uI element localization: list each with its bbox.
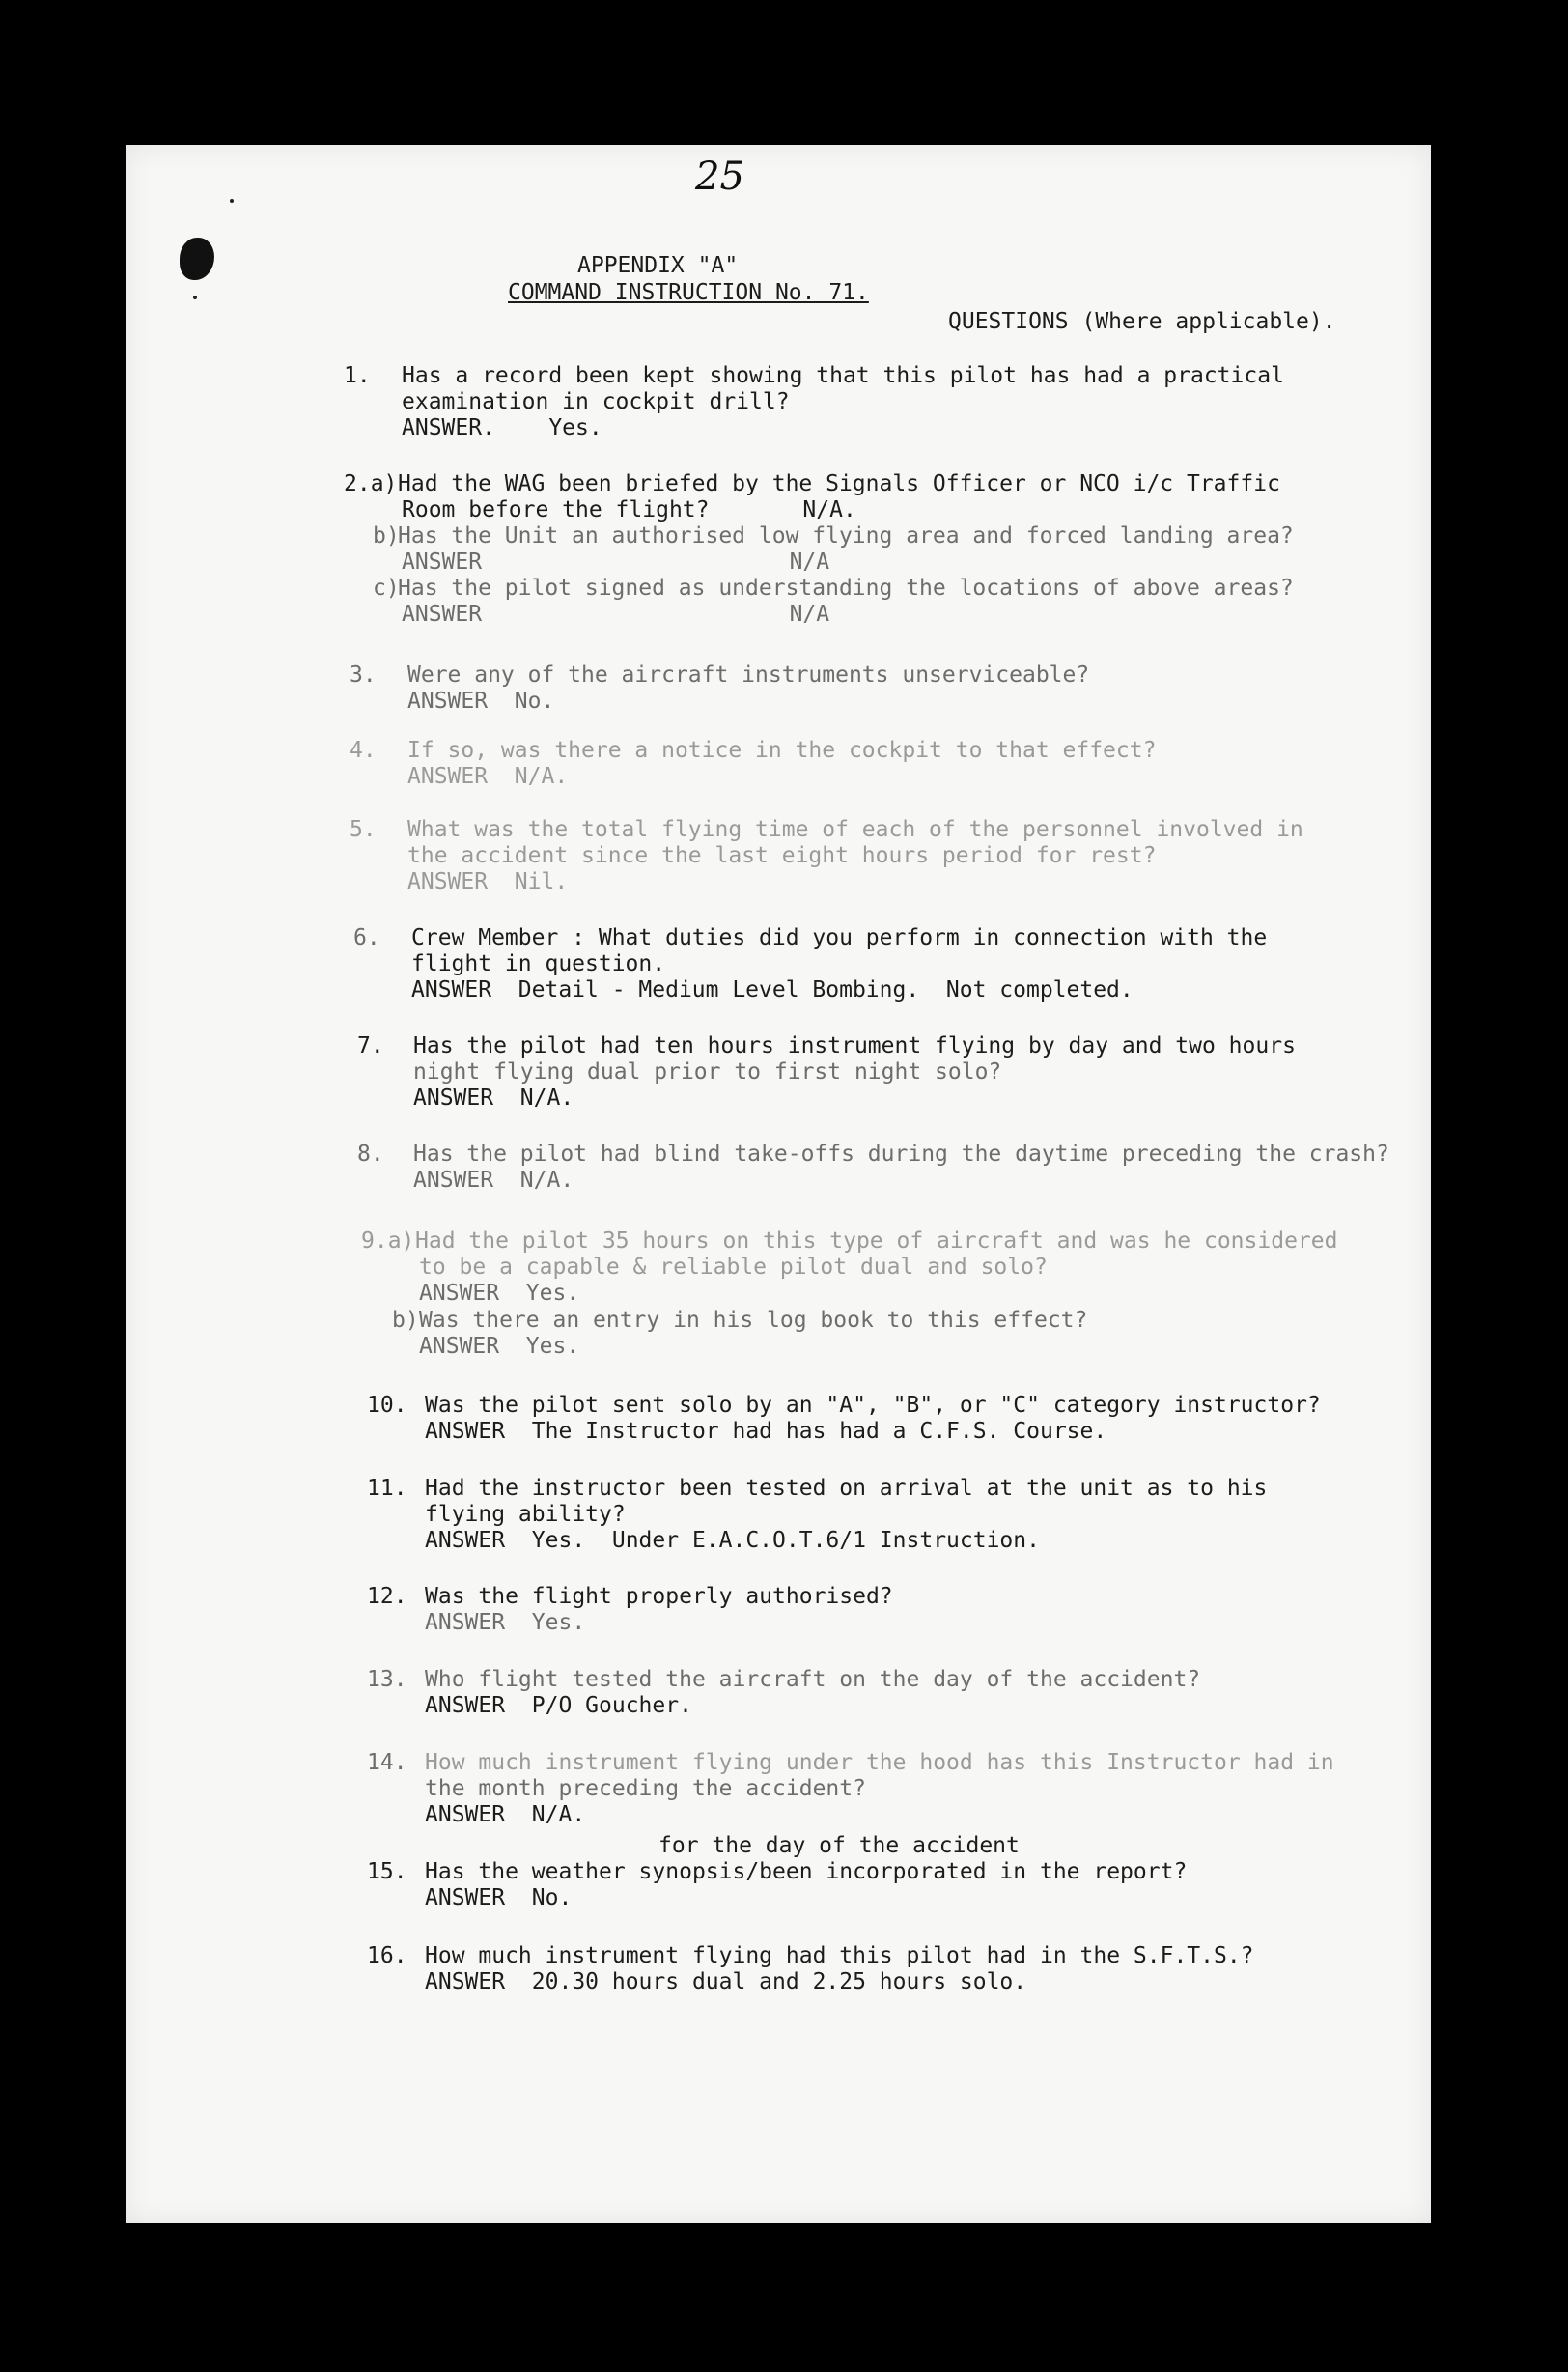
- question-line: Has the weather synopsis/been incorporated in the report?: [425, 1859, 1188, 1884]
- question-number: 6.: [353, 925, 380, 950]
- question-number: 14.: [367, 1750, 407, 1775]
- question-line: Was the pilot sent solo by an "A", "B", or "C" category instructor?: [425, 1393, 1321, 1418]
- question-number: 8.: [357, 1142, 384, 1167]
- question-number: b): [373, 523, 400, 549]
- question-number: 3.: [350, 663, 377, 688]
- answer-line: ANSWER N/A.: [413, 1168, 574, 1193]
- answer-line: ANSWER Yes.: [419, 1281, 580, 1306]
- question-line: Has the pilot had ten hours instrument flying by day and two hours: [413, 1033, 1296, 1059]
- ink-blot: [180, 238, 214, 280]
- question-line: Crew Member : What duties did you perform in connection with the: [411, 925, 1268, 950]
- question-number: 10.: [367, 1393, 407, 1418]
- question-line: Had the pilot 35 hours on this type of aircraft and was he considered: [415, 1228, 1338, 1254]
- handwritten-insert: for the day of the accident: [658, 1833, 1020, 1858]
- question-line: If so, was there a notice in the cockpit to that effect?: [407, 738, 1157, 763]
- question-line: What was the total flying time of each of the personnel involved in: [407, 817, 1303, 842]
- questions-heading: QUESTIONS (Where applicable).: [948, 309, 1336, 334]
- instruction-title: COMMAND INSTRUCTION No. 71.: [508, 280, 869, 305]
- question-number: 1.: [344, 363, 371, 388]
- question-line: flying ability?: [425, 1502, 626, 1527]
- question-line: examination in cockpit drill?: [402, 389, 790, 414]
- question-line: Has the pilot had blind take-offs during the daytime preceding the crash?: [413, 1142, 1389, 1167]
- question-line: Was there an entry in his log book to this effect?: [419, 1308, 1088, 1333]
- question-line: the month preceding the accident?: [425, 1776, 866, 1801]
- answer-line: ANSWER N/A.: [413, 1086, 574, 1111]
- answer-line: ANSWER Nil.: [407, 869, 569, 894]
- question-line: to be a capable & reliable pilot dual and solo?: [419, 1255, 1048, 1280]
- question-number: c): [373, 576, 400, 601]
- question-line: Was the flight properly authorised?: [425, 1584, 893, 1609]
- ink-speck: [193, 296, 197, 299]
- question-line: Has a record been kept showing that this pilot has had a practical: [402, 363, 1284, 388]
- question-line: Has the pilot signed as understanding the locations of above areas?: [398, 576, 1294, 601]
- answer-line: ANSWER Detail - Medium Level Bombing. Not completed.: [411, 977, 1134, 1002]
- answer-line: ANSWER N/A.: [407, 764, 569, 789]
- question-line: Who flight tested the aircraft on the day of the accident?: [425, 1667, 1201, 1692]
- question-number: 9.a): [361, 1228, 415, 1254]
- answer-line: ANSWER No.: [425, 1885, 573, 1910]
- question-number: 15.: [367, 1859, 407, 1884]
- answer-line: ANSWER P/O Goucher.: [425, 1693, 692, 1718]
- answer-line: ANSWER The Instructor had has had a C.F.S. Course.: [425, 1419, 1107, 1444]
- answer-line: ANSWER Yes.: [425, 1610, 586, 1635]
- question-line: How much instrument flying had this pilot had in the S.F.T.S.?: [425, 1943, 1254, 1968]
- document-page: [126, 145, 1431, 2223]
- question-number: b): [392, 1308, 419, 1333]
- question-line: Were any of the aircraft instruments unserviceable?: [407, 663, 1090, 688]
- question-line: Room before the flight? N/A.: [402, 497, 856, 522]
- question-number: 13.: [367, 1667, 407, 1692]
- question-number: 4.: [350, 738, 377, 763]
- question-number: 7.: [357, 1033, 384, 1059]
- answer-line: ANSWER Yes. Under E.A.C.O.T.6/1 Instruction.: [425, 1528, 1040, 1553]
- answer-line: ANSWER 20.30 hours dual and 2.25 hours solo.: [425, 1969, 1027, 1994]
- question-number: 5.: [350, 817, 377, 842]
- appendix-title: APPENDIX "A": [577, 253, 739, 278]
- question-line: night flying dual prior to first night solo?: [413, 1059, 1002, 1085]
- question-number: 16.: [367, 1943, 407, 1968]
- question-number: 12.: [367, 1584, 407, 1609]
- answer-line: ANSWER. Yes.: [402, 415, 602, 440]
- page-number: 25: [695, 155, 744, 199]
- answer-line: ANSWER No.: [407, 689, 555, 714]
- question-line: Had the instructor been tested on arrival at the unit as to his: [425, 1476, 1268, 1501]
- ink-speck: [230, 199, 234, 203]
- question-line: Has the Unit an authorised low flying area and forced landing area?: [398, 523, 1294, 549]
- answer-line: ANSWER Yes.: [419, 1334, 580, 1359]
- question-line: flight in question.: [411, 951, 666, 976]
- answer-line: ANSWER N/A: [402, 602, 830, 627]
- question-line: Had the WAG been briefed by the Signals Officer or NCO i/c Traffic: [398, 471, 1280, 496]
- answer-line: ANSWER N/A.: [425, 1802, 586, 1827]
- question-line: the accident since the last eight hours period for rest?: [407, 843, 1157, 868]
- answer-line: ANSWER N/A: [402, 550, 830, 575]
- question-number: 2.a): [344, 471, 398, 496]
- question-line: How much instrument flying under the hood has this Instructor had in: [425, 1750, 1334, 1775]
- question-number: 11.: [367, 1476, 407, 1501]
